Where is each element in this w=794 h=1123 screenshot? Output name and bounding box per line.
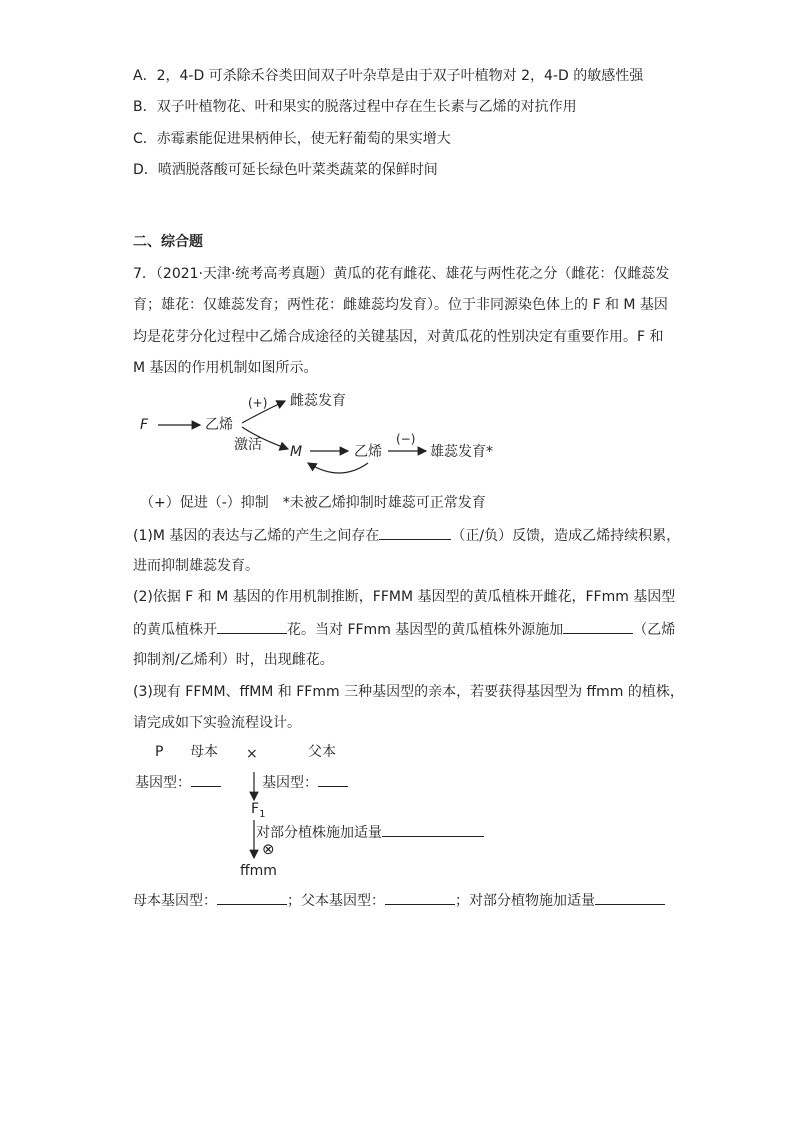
flow-apply-blank[interactable] [382, 822, 484, 837]
section-title: 二、综合题 [133, 234, 203, 250]
flow-self-symbol: ⊗ [262, 840, 275, 858]
flow-apply-text [256, 822, 484, 842]
flow-genotype-left-blank[interactable] [191, 772, 221, 787]
sub2-text-b: 的黄瓜植株开 [133, 622, 217, 638]
question-line-1: 7．（2021·天津·统考高考真题）黄瓜的花有雌花、雄花与两性花之分（雌花：仅雌蕊发 [133, 266, 670, 282]
option-b: B．双子叶植物花、叶和果实的脱落过程中存在生长素与乙烯的对抗作用 [133, 99, 577, 115]
flow-genotype-right-blank[interactable] [318, 772, 348, 787]
subquestion-1-cont: 进而抑制雄蕊发育。 [133, 558, 259, 574]
flow-f1-letter: F [251, 801, 260, 817]
answer-father-label: ；父本基因型： [287, 893, 385, 909]
option-c: C．赤霉素能促进果柄伸长，使无籽葡萄的果实增大 [133, 131, 451, 147]
flow-genotype-left [135, 772, 221, 792]
activate-label: 激活 [234, 437, 262, 453]
subquestion-2-cont [133, 619, 675, 640]
subquestion-3-cont: 请完成如下实验流程设计。 [133, 715, 301, 731]
stamen-development-label: 雄蕊发育* [430, 444, 493, 460]
gene-m-label: M [290, 444, 303, 460]
flow-genotype-right-label: 基因型： [262, 775, 318, 791]
subquestion-2: (2)依据 F 和 M 基因的作用机制推断，FFMM 基因型的黄瓜植株开雌花，FFmm 基因型 [133, 589, 676, 605]
flow-genotype-right [262, 772, 348, 792]
flow-father-label: 父本 [308, 744, 336, 760]
answer-mother-label: 母本基因型： [133, 893, 217, 909]
subquestion-1 [133, 525, 680, 546]
flow-p-label: P [155, 744, 164, 760]
option-a: A．2，4-D 可杀除禾谷类田间双子叶杂草是由于双子叶植物对 2，4-D 的敏感性强 [133, 68, 644, 84]
sub2-text-c: 花。当对 FFmm 基因型的黄瓜植株外源施加 [287, 622, 564, 638]
answer-line [133, 890, 665, 911]
answer-mother-blank[interactable] [217, 890, 287, 905]
answer-apply-blank[interactable] [595, 890, 665, 905]
question-line-3: 均是花芽分化过程中乙烯合成途径的关键基因，对黄瓜花的性别决定有重要作用。F 和 [133, 329, 664, 345]
gene-f-label: F [140, 417, 149, 433]
question-line-4: M 基因的作用机制如图所示。 [133, 360, 318, 376]
flow-f1-label [251, 800, 265, 824]
feedback-arrow [308, 463, 368, 473]
subquestion-2-end: 抑制剂/乙烯利）时，出现雌花。 [133, 652, 334, 668]
ethylene-label-2: 乙烯 [354, 444, 382, 460]
sub2-text-d: （乙烯 [633, 622, 676, 638]
flow-cross-symbol: × [246, 746, 258, 762]
diagram-legend: （+）促进（-）抑制 *未被乙烯抑制时雄蕊可正常发育 [140, 495, 486, 511]
flow-mother-label: 母本 [190, 744, 218, 760]
ethylene-label-1: 乙烯 [205, 417, 233, 433]
option-d: D．喷洒脱落酸可延长绿色叶菜类蔬菜的保鲜时间 [133, 162, 438, 178]
blank-3[interactable] [563, 619, 633, 634]
subquestion-3: (3)现有 FFMM、ffMM 和 FFmm 三种基因型的亲本，若要获得基因型为 ffmm 的植株， [133, 684, 684, 700]
minus-label: (−) [396, 432, 416, 446]
answer-father-blank[interactable] [385, 890, 455, 905]
answer-apply-label: ；对部分植物施加适量 [455, 893, 595, 909]
blank-1[interactable] [379, 525, 451, 540]
blank-2[interactable] [217, 619, 287, 634]
flow-ffmm-label: ffmm [240, 863, 277, 879]
flow-apply-label: 对部分植株施加适量 [256, 825, 382, 841]
sub1-text-a: (1)M 基因的表达与乙烯的产生之间存在 [133, 528, 380, 544]
sub1-text-b: （正/负）反馈，造成乙烯持续积累， [451, 528, 681, 544]
flow-genotype-left-label: 基因型： [135, 775, 191, 791]
mechanism-diagram [130, 385, 530, 485]
pistil-development-label: 雌蕊发育 [290, 393, 346, 409]
question-line-2: 育；雄花：仅雄蕊发育；两性花：雌雄蕊均发育）。位于非同源染色体上的 F 和 M 基因 [133, 297, 668, 313]
flow-f1-sub: 1 [259, 808, 266, 820]
plus-label: (+) [248, 396, 268, 410]
